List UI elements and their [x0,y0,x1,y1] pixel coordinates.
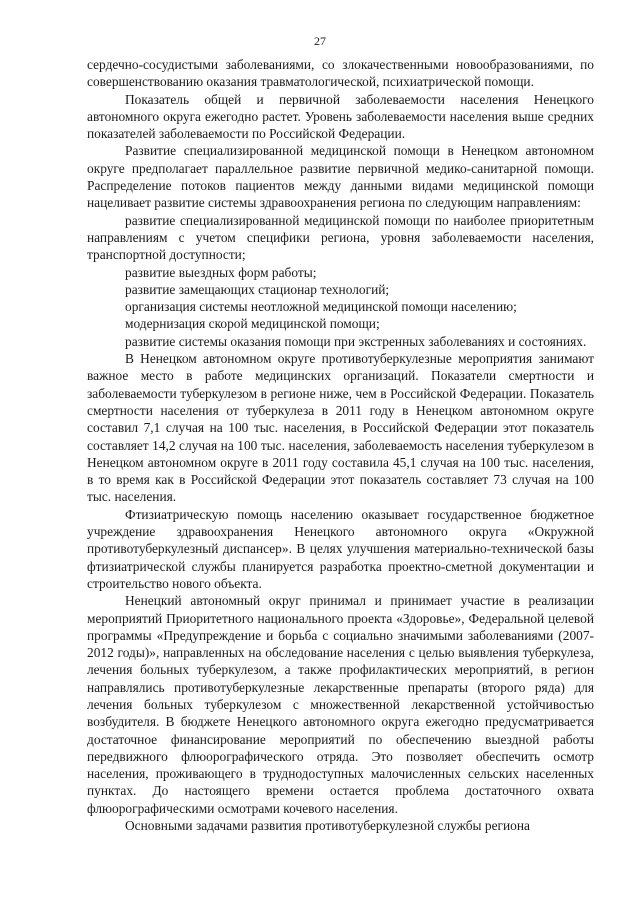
list-item-replacement-technologies: развитие замещающих стационар технологий; [125,281,390,297]
list-item-specialized-care: развитие специализированной медицинской помощи по наиболее приоритетным направлениям с учетом специфики региона, уровня заболеваемости населения, транспортной доступности; [87,212,594,263]
list-item-emergency-care: развитие системы оказания помощи при экстренных заболеваниях и состояниях. [125,333,587,349]
paragraph-morbidity: Показатель общей и первичной заболеваемости населения Ненецкого автономного округа ежегодно растет. Уровень заболеваемости населения выше средних показателей заболеваемости по Российской Федерации. [87,91,594,142]
list-item-ambulance-modernization: модернизация скорой медицинской помощи; [125,316,380,332]
paragraph-phthisiatric-care: Фтизиатрическую помощь населению оказывает государственное бюджетное учреждение здравоохранения Ненецкого автономного округа «Окружной противотуберкулезный диспансер». В целях улучшения материально-технической базы фтизиатрической службы планируется разработка проектно-сметной документации и строительство нового объекта. [87,506,594,591]
paragraph-tuberculosis-stats: В Ненецком автономном округе противотуберкулезные мероприятия занимают важное место в работе медицинских организаций. Показатели смертности и заболеваемости туберкулезом в регионе ниже, чем в Российской Федерации. Показатель смертности населения от туберкулеза в 2011 году в Ненецком автономном округе составил 7,1 случая на 100 тыс. населения, в Российской Федерации этот показатель составляет 14,2 случая на 100 тыс. населения, заболеваемость населения туберкулезом в Ненецком автономном округе в 2011 году составила 45,1 случая на 100 тыс. населения, в то время как в Российской Федерации этот показатель составляет 73 случая на 100 тыс. населения. [87,351,594,505]
paragraph-main-tasks: Основными задачами развития противотуберкулезной службы региона [125,818,530,834]
paragraph-continuation: сердечно-сосудистыми заболеваниями, со злокачественными новообразованиями, по совершенствованию оказания травматологической, психиатрической помощи. [87,57,594,90]
document-body [87,56,594,834]
paragraph-specialized-care: Развитие специализированной медицинской помощи в Ненецком автономном округе предполагает параллельное развитие первичной медико-санитарной помощи. Распределение потоков пациентов между данными видами медицинской помощи нацеливает развитие системы здравоохранения региона по следующим направлениям: [87,143,594,211]
list-item-mobile-forms: развитие выездных форм работы; [125,264,317,280]
paragraph-national-project: Ненецкий автономный округ принимал и принимает участие в реализации мероприятий Приоритетного национального проекта «Здоровье», Федеральной целевой программы «Предупреждение и борьба с социально значимыми заболеваниями (2007-2012 годы)», направленных на обследование населения с целью выявления туберкулеза, лечения больных туберкулезом, а также профилактических мероприятий, в регион направлялись противотуберкулезные лекарственные препараты (второго ряда) для лечения больных туберкулезом с множественной лекарственной устойчивостью возбудителя. В бюджете Ненецкого автономного округа ежегодно предусматривается достаточное финансирование мероприятий по обеспечению выездной работы передвижного флюорографического отряда. Это позволяет обеспечить осмотр населения, проживающего в труднодоступных малочисленных сельских населенных пунктах. До настоящего времени остается проблема достаточного охвата флюорографическими осмотрами кочевого населения. [87,593,594,816]
page-number: 27 [314,34,326,48]
list-item-emergency-system: организация системы неотложной медицинской помощи населению; [125,299,517,315]
